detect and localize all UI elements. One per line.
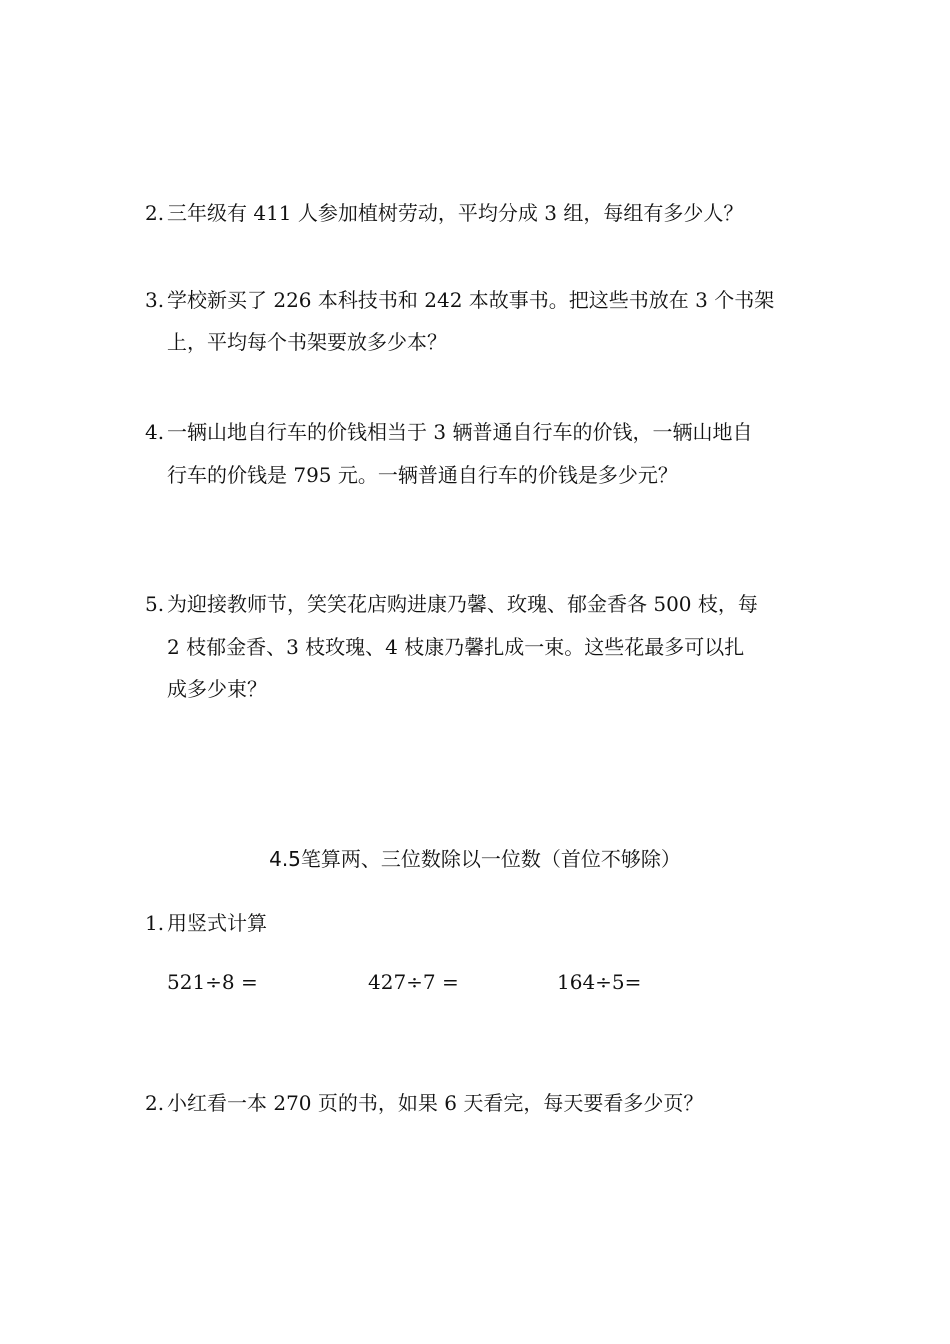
calculation-2: 427÷7 = <box>368 970 459 994</box>
problem-4-number: 4. <box>145 420 165 444</box>
section-title: 笔算两、三位数除以一位数（首位不够除） <box>300 847 681 871</box>
problem-4-line-1: 一辆山地自行车的价钱相当于 3 辆普通自行车的价钱，一辆山地自 <box>167 420 753 444</box>
problem-3-number: 3. <box>145 288 165 312</box>
problem-3-line-2: 上，平均每个书架要放多少本？ <box>167 330 447 354</box>
problem-4-line-2: 行车的价钱是 795 元。一辆普通自行车的价钱是多少元？ <box>167 463 678 487</box>
problem-2-line-1: 三年级有 411 人参加植树劳动，平均分成 3 组，每组有多少人？ <box>167 201 744 225</box>
problem-b-1-number: 1. <box>145 911 165 935</box>
problem-5-line-3: 成多少束？ <box>167 677 267 701</box>
problem-2-number: 2. <box>145 201 165 225</box>
calculation-1: 521÷8 = <box>167 970 258 994</box>
section-heading <box>0 847 950 871</box>
problem-b-2-number: 2. <box>145 1091 165 1115</box>
calculation-3: 164÷5= <box>557 970 642 994</box>
section-number: 4.5 <box>269 847 301 871</box>
problem-b-1-text: 用竖式计算 <box>167 911 267 935</box>
problem-5-line-1: 为迎接教师节，笑笑花店购进康乃馨、玫瑰、郁金香各 500 枝，每 <box>167 592 758 616</box>
problem-3-line-1: 学校新买了 226 本科技书和 242 本故事书。把这些书放在 3 个书架 <box>167 288 775 312</box>
problem-b-2-text: 小红看一本 270 页的书，如果 6 天看完，每天要看多少页？ <box>167 1091 704 1115</box>
problem-5-number: 5. <box>145 592 165 616</box>
problem-5-line-2: 2 枝郁金香、3 枝玫瑰、4 枝康乃馨扎成一束。这些花最多可以扎 <box>167 635 745 659</box>
